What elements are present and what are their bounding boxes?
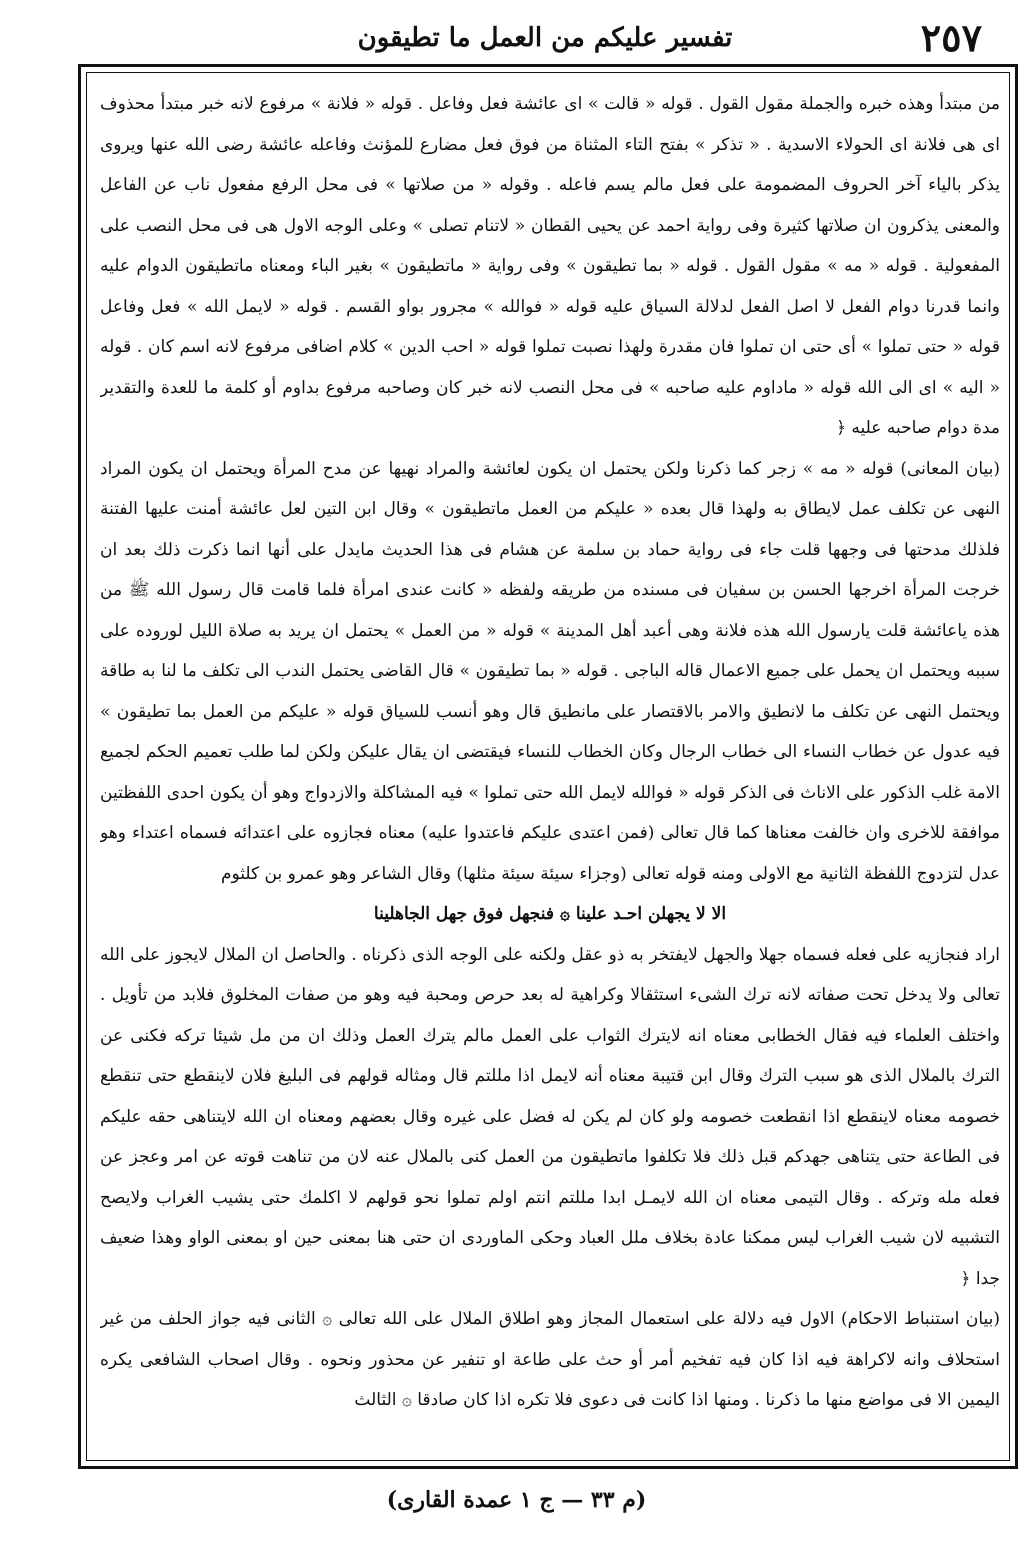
footer-signature: (م ٣٣ — ج ١ عمدة القارى) — [386, 1487, 647, 1513]
paragraph-explanation: اراد فنجازيه على فعله فسماه جهلا والجهل لايفتخر به ذو عقل ولكنه على الوجه الذى ذكرناه . والحاصل ان الملال لايجوز على الله تعالى ولا يدخل تحت صفاته لانه ترك الشىء استثقالا وكراهية له بعد حرص ومحبة فيه وهو من صفات المخلوق فلابد من تأويل . واختلف العلماء فيه فقال الخطابى معناه انه لايترك الثواب على العمل مالم يترك العمل وذلك ان من مل شيئا تركه فكنى عن الترك بالملال الذى هو سبب الترك وقال ابن قتيبة معناه أنه لايمل اذا مللتم قال ومثاله قولهم فى البليغ فلان لاينقطع حتى تنقطع خصومه معناه لاينقطع اذا انقطعت خصومه ولو كان لم يكن له فضل على غيره وقال بعضهم ومعناه ان الله لايتناهى حقه عليكم فى الطاعة حتى يتناهى جهدكم قبل ذلك فلا تكلفوا ماتطيقون من العمل كنى بالملال عنه لان من تناهت قوته عن امر وعجز عن فعله مله وتركه . وقال التيمى معناه ان الله لايمـل ابدا مللتم انتم اولم تملوا نحو قولهم لا اكلمك حتى يشيب الغراب ولايصح التشبيه لان شيب الغراب ليس ممكنا عادة بخلاف ملل العباد وحكى الماوردى ان حتى هنا بمعنى حين او بمعنى الواو وهذا ضعيف جدا ﴿ — [100, 944, 1000, 1289]
paragraph-meanings: (بيان المعانى) قوله « مه » زجر كما ذكرنا ولكن يحتمل ان يكون لعائشة والمراد نهيها عن مدح المرأة ويحتمل ان يكون المراد النهى عن تكلف عمل لايطاق به ولهذا قال بعده « عليكم من العمل ماتطيقون » وقال ابن التين لعل عائشة أمنت عليها الفتنة فلذلك مدحتها فى وجهها قلت جاء فى رواية حماد بن سلمة عن هشام فى هذا الحديث مايدل على أنها انما ذكرت ذلك بعد ان خرجت المرأة اخرجها الحسن بن سفيان فى مسنده من طريقه ولفظه « كانت عندى امرأة فلما قامت قال رسول الله ﷺ من هذه ياعائشة قلت يارسول الله هذه فلانة وهى أعبد أهل المدينة » قوله « من العمل » يحتمل ان يريد به صلاة الليل لوروده على سببه ويحتمل ان يحمل على جميع الاعمال قاله الباجى . قوله « بما تطيقون » قال القاضى يحتمل الندب الى تكلف ما لنا به طاقة ويحتمل النهى عن تكلف ما لانطيق والامر بالاقتصار على مانطيق قال وهو أنسب للسياق قوله « عليكم من العمل بما تطيقون » فيه عدول عن خطاب النساء الى خطاب الرجال وكان الخطاب للنساء فيقتضى ان يقال عليكن ولكن لما طلب تعميم الحكم لجميع الامة غلب الذكور على الاناث فى الذكر قوله « فوالله لايمل الله حتى تملوا » فيه المشاكلة والازدواج وهو أن يكون احدى اللفظتين موافقة للاخرى وان خالفت معناها كما قال تعالى (فمن اعتدى عليكم فاعتدوا عليه) معناه فجازوه على اعتدائه فسماه اعتداء وهو عدل لتزدوج اللفظة الثانية مع الاولى ومنه قوله تعالى (وجزاء سيئة سيئة مثلها) وقال الشاعر وهو عمرو بن كلثوم — [100, 458, 1000, 884]
paragraph-grammar: من مبتدأ وهذه خبره والجملة مقول القول . قوله « قالت » اى عائشة فعل وفاعل . قوله « فلانة » مرفوع لانه خبر مبتدأ محذوف اى هى فلانة اى الحولاء الاسدية . « تذكر » بفتح التاء المثناة من فوق فعل مضارع للمؤنث وفاعله عائشة رضى الله عنها ويروى يذكر بالياء آخر الحروف المضمومة على فعل مالم يسم فاعله . وقوله « من صلاتها » فى محل الرفع مفعول ناب عن الفاعل والمعنى يذكرون ان صلاتها كثيرة وفى رواية احمد عن يحيى القطان « لاتنام تصلى » وعلى الوجه الاول هى فى محل النصب على المفعولية . قوله « مه » مقول القول . قوله « بما تطيقون » وفى رواية « ماتطيقون » بغير الباء ومعناه ماتطيقون الدوام عليه وانما قدرنا دوام الفعل لا اصل الفعل لدلالة السياق عليه قوله « فوالله » مجرور بواو القسم . قوله « لايمل الله » فعل وفاعل قوله « حتى تملوا » أى حتى ان تملوا فان مقدرة ولهذا نصبت تملوا قوله « احب الدين » كلام اضافى مرفوع لانه اسم كان . قوله « اليه » اى الى الله قوله « ماداوم عليه صاحبه » فى محل النصب لانه خبر كان وصاحبه مرفوع بداوم أو كلمة ما للعدة والتقدير مدة دوام صاحبه عليه ﴿ — [100, 94, 1000, 438]
page-header — [70, 14, 1020, 62]
page-number: ٢٥٧ — [920, 15, 982, 60]
paragraph-rulings: (بيان استنباط الاحكام) الاول فيه دلالة على استعمال المجاز وهو اطلاق الملال على الله تعالى ۞ الثانى فيه جواز الحلف من غير استحلاف وانه لاكراهة فيه اذا كان فيه تفخيم أمر أو حث على طاعة او تنفير عن محذور ونحوه . وقال اصحاب الشافعى يكره اليمين الا فى مواضع منها ما ذكرنا . ومنها اذا كانت فى دعوى فلا تكره اذا كان صادقا ۞ الثالث — [100, 1309, 1000, 1410]
poetry-verse: الا لا يجهلن احـد علينا ۞ فنجهل فوق جهل الجاهلينا — [373, 904, 727, 924]
main-text-block — [100, 84, 1000, 1454]
running-title: تفسير عليكم من العمل ما تطيقون — [357, 23, 733, 53]
